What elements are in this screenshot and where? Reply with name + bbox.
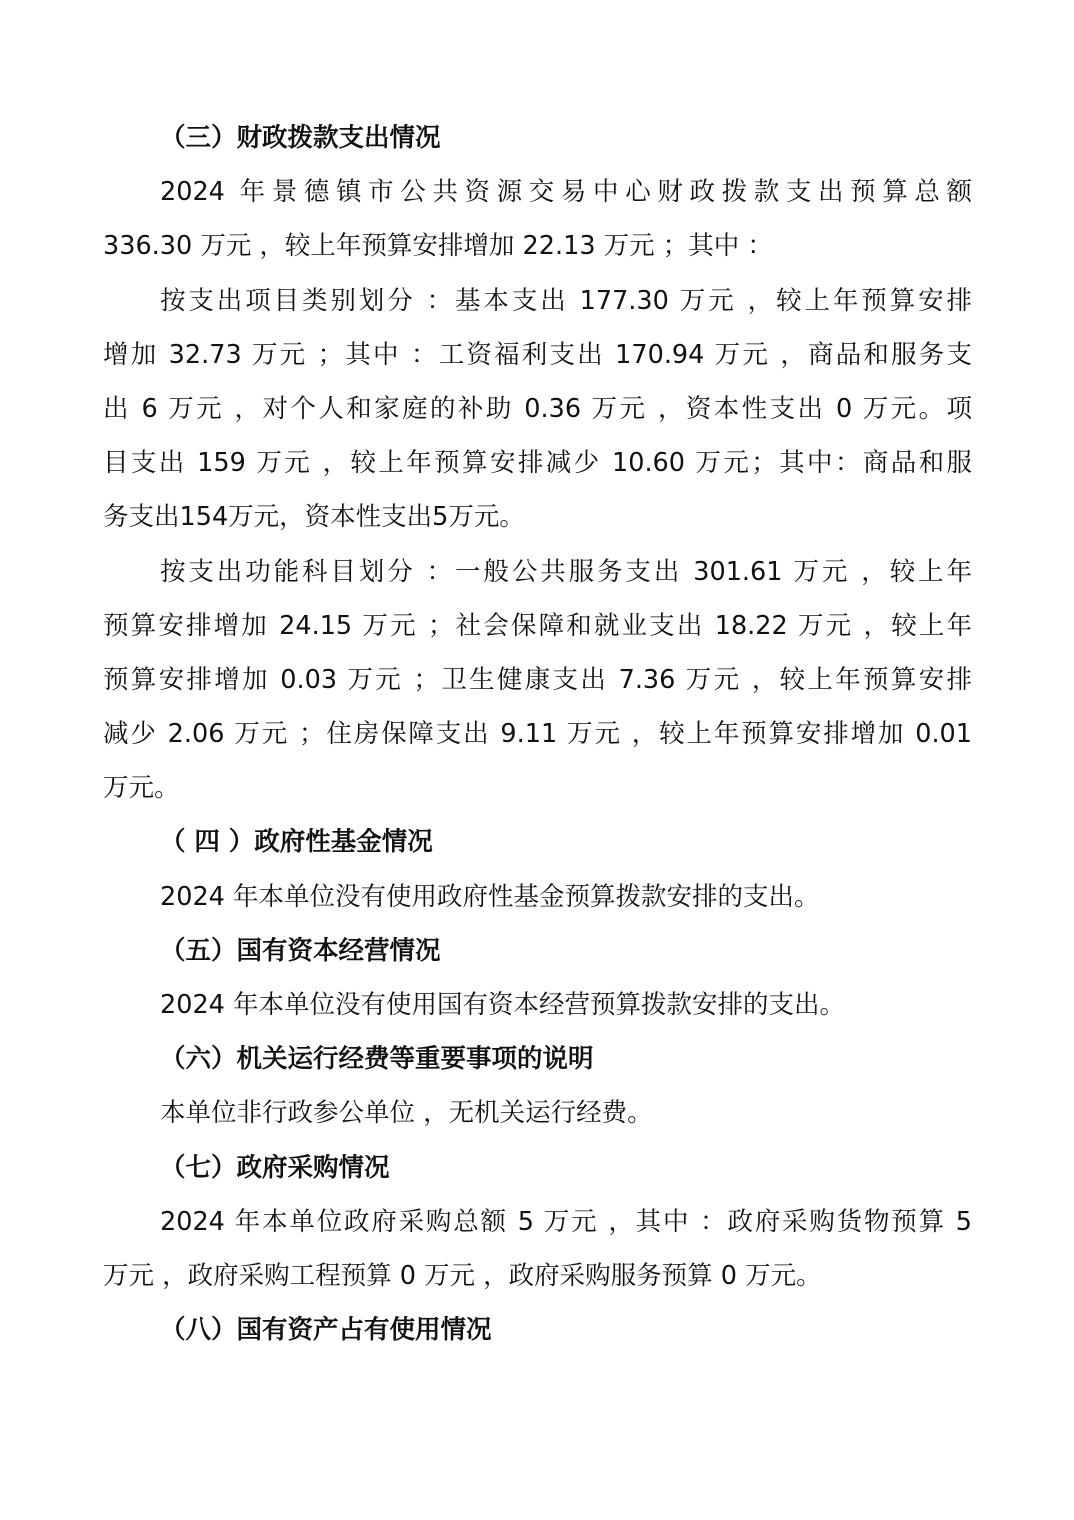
section-heading-8: （八）国有资产占有使用情况	[160, 1315, 492, 1346]
paragraph-line: 出 6 万元 ，对个人和家庭的补助 0.36 万元 ，资本性支出 0 万元。项	[103, 393, 972, 424]
paragraph-line: 2024 年本单位政府采购总额 5 万元 ，其中 ：政府采购货物预算 5	[160, 1206, 972, 1237]
section-heading-5: （五）国有资本经营情况	[160, 935, 441, 966]
section-heading-4: （ 四 ）政府性基金情况	[160, 827, 433, 858]
paragraph-line: 务支出154万元，资本性支出5万元。	[103, 502, 525, 533]
paragraph-line: 2024 年景德镇市公共资源交易中心财政拨款支出预算总额	[160, 177, 972, 208]
section-heading-3: （三）财政拨款支出情况	[160, 123, 441, 153]
paragraph-line: 减少 2.06 万元 ；住房保障支出 9.11 万元 ，较上年预算安排增加 0.01	[103, 719, 972, 750]
paragraph-line: 预算安排增加 24.15 万元 ；社会保障和就业支出 18.22 万元 ，较上年	[103, 610, 972, 641]
section-heading-6: （六）机关运行经费等重要事项的说明	[160, 1044, 594, 1075]
paragraph-line: 按支出功能科目划分 ：一般公共服务支出 301.61 万元 ，较上年	[160, 556, 972, 587]
paragraph-line: 增加 32.73 万元 ；其中 ：工资福利支出 170.94 万元 ，商品和服务支	[103, 339, 972, 370]
paragraph-line: 万元 ，政府采购工程预算 0 万元 ，政府采购服务预算 0 万元。	[103, 1260, 822, 1291]
paragraph-line: 万元。	[103, 773, 180, 804]
paragraph-line: 336.30 万元 ，较上年预算安排增加 22.13 万元 ；其中 ：	[103, 231, 773, 262]
paragraph-line: 本单位非行政参公单位 ，无机关运行经费。	[160, 1098, 653, 1129]
paragraph-line: 2024 年本单位没有使用国有资本经营预算拨款安排的支出。	[160, 990, 846, 1020]
paragraph-line: 目支出 159 万元 ，较上年预算安排减少 10.60 万元；其中：商品和服	[103, 448, 972, 479]
paragraph-line: 预算安排增加 0.03 万元 ；卫生健康支出 7.36 万元 ，较上年预算安排	[103, 664, 972, 695]
document-page	[103, 111, 972, 1357]
section-heading-7: （七）政府采购情况	[160, 1152, 390, 1183]
paragraph-line: 按支出项目类别划分 ：基本支出 177.30 万元 ，较上年预算安排	[160, 285, 972, 316]
paragraph-line: 2024 年本单位没有使用政府性基金预算拨款安排的支出。	[160, 881, 820, 912]
